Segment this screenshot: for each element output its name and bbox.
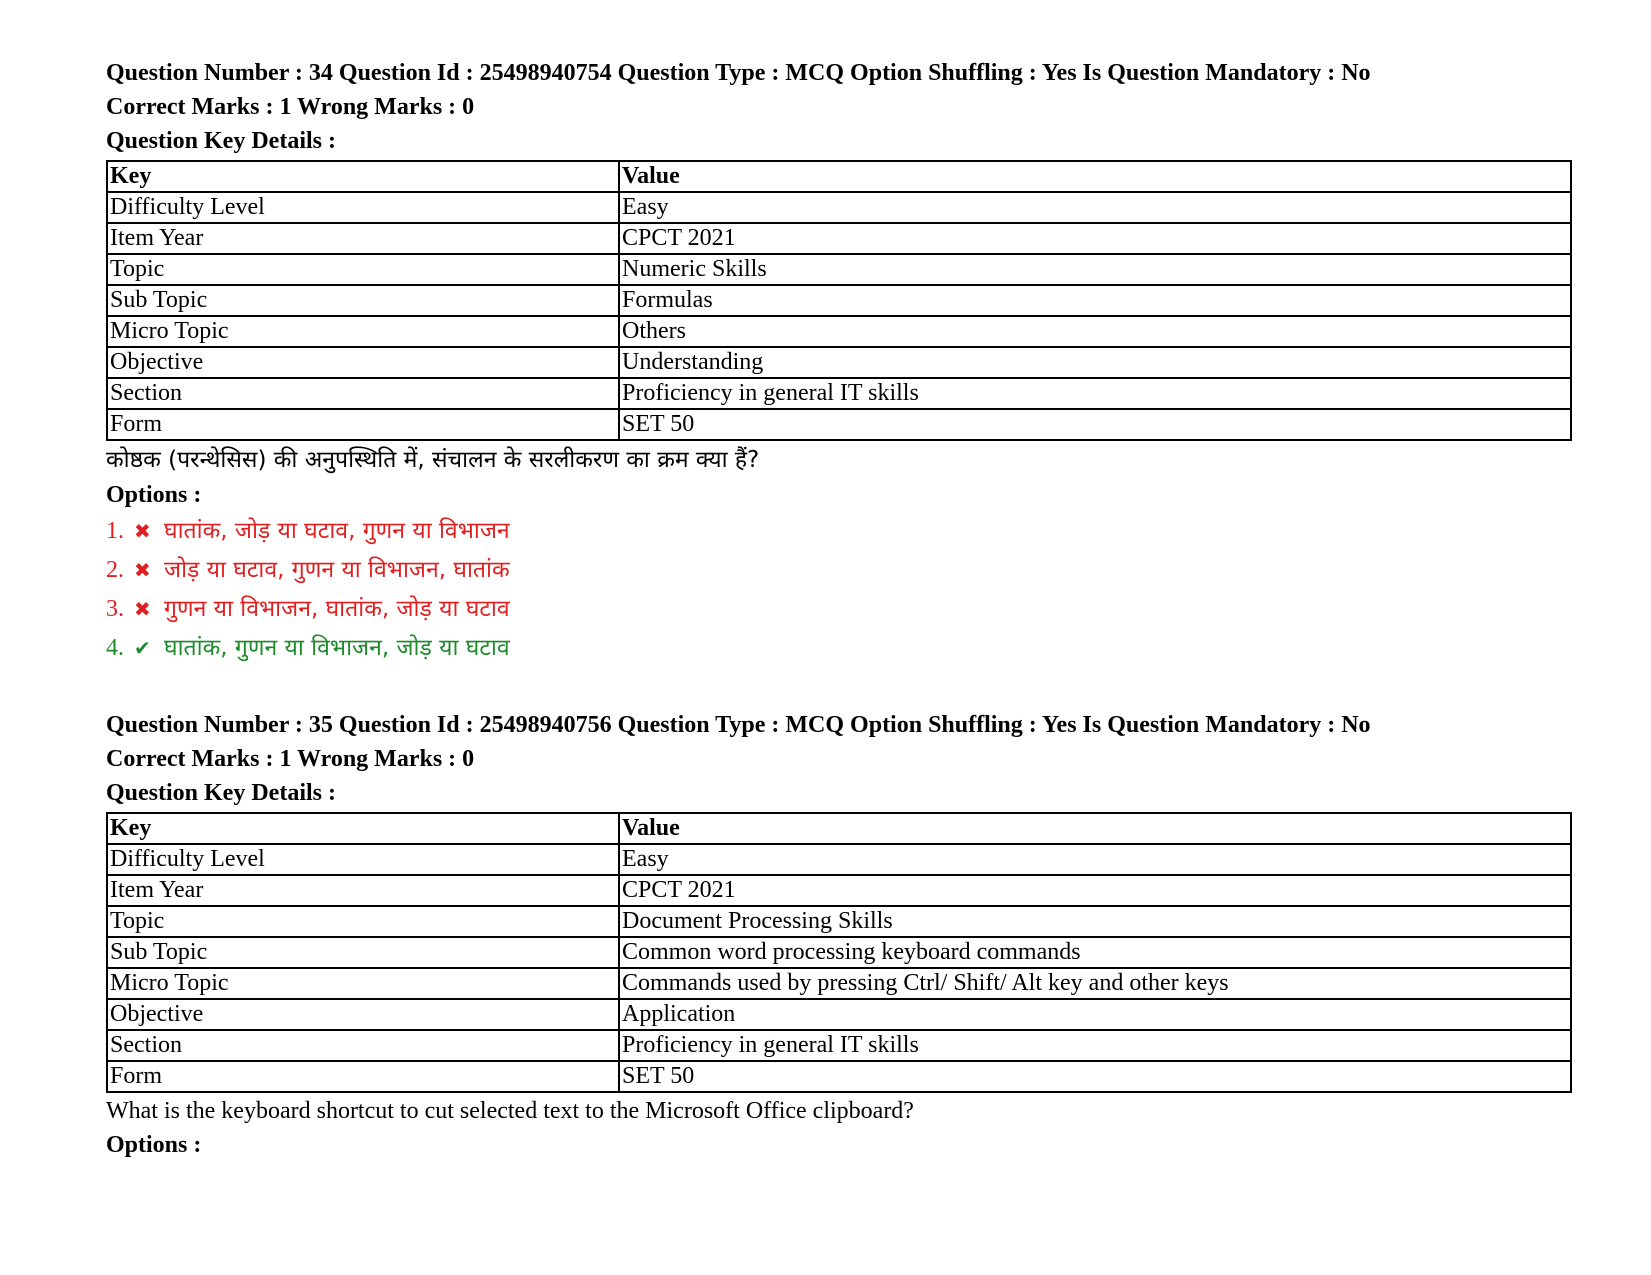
question-header: Question Number : 35 Question Id : 25498940756 Question Type : MCQ Option Shuffling : Yes Is Question Mandatory : No (106, 712, 1371, 738)
options-label: Options : (106, 482, 202, 508)
question-block-35 (106, 708, 1576, 1162)
row-key: Difficulty Level (107, 192, 619, 223)
key-details-table (106, 812, 1572, 1093)
option-number: 3. (106, 596, 124, 622)
table-row (107, 378, 1571, 409)
row-value: Numeric Skills (619, 254, 1571, 285)
question-block-34 (106, 56, 1576, 668)
table-row (107, 968, 1571, 999)
table-row (107, 347, 1571, 378)
document-page (106, 56, 1576, 1162)
option-4 (106, 629, 1576, 668)
table-row (107, 223, 1571, 254)
row-key: Micro Topic (107, 316, 619, 347)
table-header-key: Key (107, 813, 619, 844)
row-key: Sub Topic (107, 937, 619, 968)
row-key: Section (107, 1030, 619, 1061)
row-value: Easy (619, 844, 1571, 875)
row-key: Micro Topic (107, 968, 619, 999)
cross-icon: ✖ (134, 519, 151, 543)
check-icon: ✔ (134, 636, 151, 660)
cross-icon: ✖ (134, 558, 151, 582)
row-key: Form (107, 409, 619, 440)
table-row (107, 844, 1571, 875)
option-number: 1. (106, 518, 124, 544)
option-1 (106, 512, 1576, 551)
table-row (107, 1030, 1571, 1061)
table-header-row (107, 813, 1571, 844)
table-row (107, 999, 1571, 1030)
row-key: Topic (107, 906, 619, 937)
row-key: Objective (107, 347, 619, 378)
marks-line: Correct Marks : 1 Wrong Marks : 0 (106, 746, 475, 772)
row-key: Item Year (107, 223, 619, 254)
table-header-key: Key (107, 161, 619, 192)
cross-icon: ✖ (134, 597, 151, 621)
row-value: Others (619, 316, 1571, 347)
row-value: Proficiency in general IT skills (619, 1030, 1571, 1061)
row-key: Difficulty Level (107, 844, 619, 875)
key-details-table (106, 160, 1572, 441)
row-key: Form (107, 1061, 619, 1092)
row-value: CPCT 2021 (619, 875, 1571, 906)
row-value: SET 50 (619, 409, 1571, 440)
option-2 (106, 551, 1576, 590)
row-value: Proficiency in general IT skills (619, 378, 1571, 409)
key-details-label: Question Key Details : (106, 780, 336, 806)
option-text: जोड़ या घटाव, गुणन या विभाजन, घातांक (164, 557, 510, 583)
question-header: Question Number : 34 Question Id : 25498940754 Question Type : MCQ Option Shuffling : Yes Is Question Mandatory : No (106, 60, 1371, 86)
key-details-label: Question Key Details : (106, 128, 336, 154)
option-3 (106, 590, 1576, 629)
table-row (107, 316, 1571, 347)
row-key: Topic (107, 254, 619, 285)
table-header-value: Value (619, 813, 1571, 844)
row-key: Sub Topic (107, 285, 619, 316)
question-text: What is the keyboard shortcut to cut selected text to the Microsoft Office clipboard? (106, 1098, 914, 1124)
row-key: Section (107, 378, 619, 409)
row-value: Common word processing keyboard commands (619, 937, 1571, 968)
row-value: Commands used by pressing Ctrl/ Shift/ Alt key and other keys (619, 968, 1571, 999)
row-value: CPCT 2021 (619, 223, 1571, 254)
table-row (107, 285, 1571, 316)
table-row (107, 937, 1571, 968)
option-text: घातांक, गुणन या विभाजन, जोड़ या घटाव (164, 635, 510, 661)
row-value: SET 50 (619, 1061, 1571, 1092)
row-value: Understanding (619, 347, 1571, 378)
table-row (107, 254, 1571, 285)
table-row (107, 906, 1571, 937)
table-row (107, 409, 1571, 440)
option-text: गुणन या विभाजन, घातांक, जोड़ या घटाव (164, 596, 510, 622)
question-text: कोष्ठक (परन्थेसिस) की अनुपस्थिति में, संचालन के सरलीकरण का क्रम क्या हैं? (106, 447, 760, 473)
row-key: Item Year (107, 875, 619, 906)
table-row (107, 1061, 1571, 1092)
table-row (107, 875, 1571, 906)
option-number: 4. (106, 635, 124, 661)
row-value: Document Processing Skills (619, 906, 1571, 937)
row-key: Objective (107, 999, 619, 1030)
row-value: Application (619, 999, 1571, 1030)
row-value: Easy (619, 192, 1571, 223)
table-row (107, 192, 1571, 223)
option-number: 2. (106, 557, 124, 583)
row-value: Formulas (619, 285, 1571, 316)
table-header-row (107, 161, 1571, 192)
table-header-value: Value (619, 161, 1571, 192)
option-text: घातांक, जोड़ या घटाव, गुणन या विभाजन (164, 518, 510, 544)
marks-line: Correct Marks : 1 Wrong Marks : 0 (106, 94, 475, 120)
options-label: Options : (106, 1132, 202, 1158)
